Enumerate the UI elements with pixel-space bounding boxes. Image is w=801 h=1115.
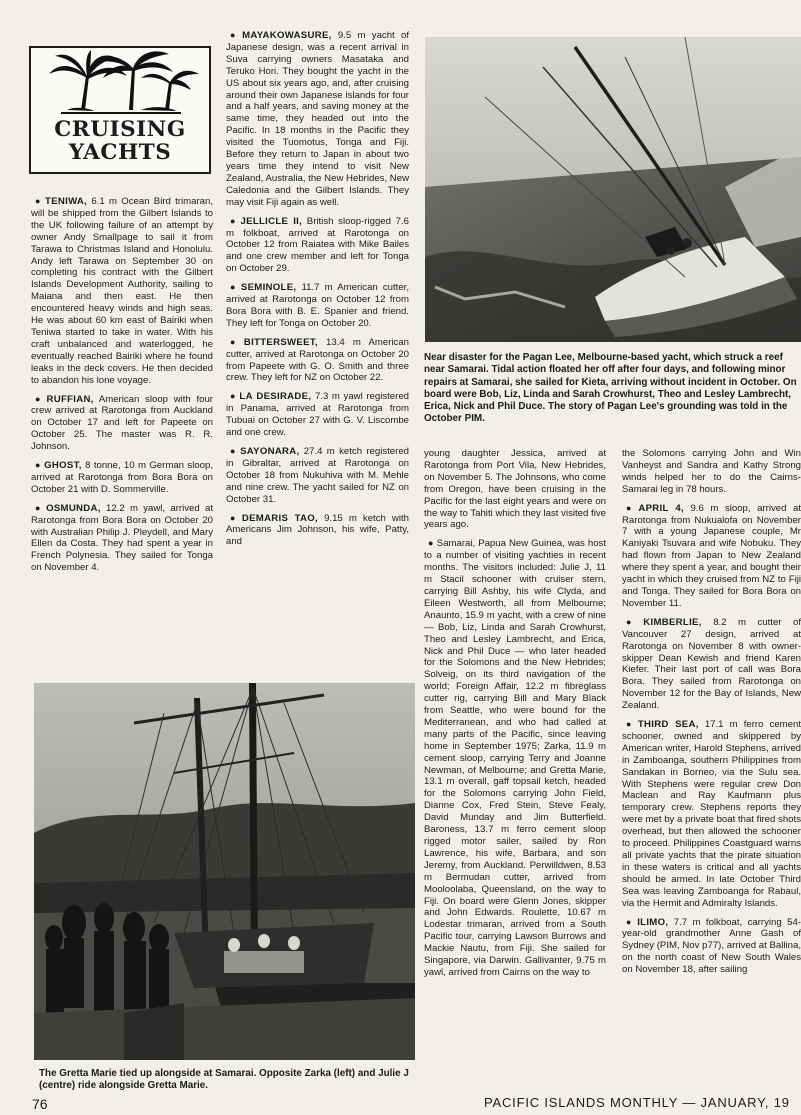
entry-sayonara: ● SAYONARA, 27.4 m ketch registered in Gibraltar, arrived at Rarotonga on October 18 from Nukuhiva with M. Mehle and nine crew. The yacht sailed for NZ on October 31. bbox=[226, 446, 410, 505]
entry-mayakowasure: ● MAYAKOWASURE, 9.5 m yacht of Japanese design, was a recent arrival in Suva carrying owners Masataka and Teruko Hori. They bought the yacht in the US about six years ago, and, after cruising around their own Japanese islands for four and a half years, and saving money at the same time, they headed out into the Pacific. In 18 months in the Pacific they visited the Tuomotus, Tonga and Fiji. Before they return to Japan in about two years time they intend to visit New Zealand, Australia, the New Hebrides, New Caledonia and the Gilbert Islands. They may visit Fiji again as well. bbox=[226, 30, 410, 208]
photo-pagan-lee bbox=[425, 37, 801, 342]
entry-la-desirade: ● LA DESIRADE, 7.3 m yawl registered in Panama, arrived at Rarotonga from Tubuai on October 27 with G. V. Liscombe and one crew. bbox=[226, 391, 409, 439]
entry-text: 9.6 m sloop, arrived at Rarotonga from Nukualofa on November 7 with a young Japanese couple, Mr Kaniyaki Tsuvara and wife Nobuku. They had flown from Japan to New Zealand where they spent a year, and bought their yacht in which they cruised from NZ to Fiji and Tonga. They sailed for Bora Bora on November 11. bbox=[622, 502, 801, 609]
entry-text: 8 tonne, 10 m German sloop, arrived at Rarotonga from Bora Bora on October 21 with D. Sommerville. bbox=[31, 460, 214, 495]
yacht-name: RUFFIAN, bbox=[46, 393, 94, 405]
page-footer bbox=[0, 1093, 801, 1115]
yacht-name: SAYONARA, bbox=[240, 446, 300, 457]
entry-bittersweet: ● BITTERSWEET, 13.4 m American cutter, arrived at Rarotonga on October 20 from Papeete with G. O. Smith and three crew. They left for NZ on October 22. bbox=[226, 336, 409, 384]
palm-trees-illustration bbox=[31, 48, 209, 118]
column-2 bbox=[226, 30, 409, 555]
entry-gallivanter-continued: the Solomons carrying John and Win Vanheyst and Sandra and Kathy Strong winds helped her to do the Cairns-Samarai leg in 78 hours. bbox=[622, 448, 801, 495]
entry-demaris-tao: ● DEMARIS TAO, 9.15 m ketch with Americans Jim Johnson, his wife, Patty, and bbox=[226, 512, 409, 548]
entry-third-sea: ● THIRD SEA, 17.1 m ferro cement schooner, owned and skippered by American writer, Harold Stephens, arrived in Zamboanga, southern Philippines from Sandakan in Borneo, via the Sulu sea. With Stephens were regular crew Don Maclean and Ray Kaufmann plus temporary crew. Stephens reports they were met by a private boat that fired shots overhead, but then allowed the schooner to proceed. Philippines Coastguard warns all private yachts that the pirate situation in these waters is critical and all yachts should be armed. In late October Third Sea was leaving Zamboanga for Rabaul, via the Hermit and Admiralty Islands. bbox=[622, 719, 801, 909]
caption-gretta-marie: The Gretta Marie tied up alongside at Samarai. Opposite Zarka (left) and Julie J (centre) ride alongside Gretta Marie. bbox=[39, 1068, 409, 1092]
entry-text: 27.4 m ketch registered in Gibraltar, arrived at Rarotonga on October 18 from Nukuhiva with M. Mehle and nine crew. The yacht sailed for NZ on October 31. bbox=[226, 446, 410, 505]
yacht-name: JELLICLE II, bbox=[240, 215, 303, 227]
entry-demaris-tao-continued: young daughter Jessica, arrived at Rarotonga from Port Vila, New Hebrides, on November 5. The Johnsons, who come from Oregon, have been cruising in the Pacific for the last eight years and were on the way to Tahiti which they last visited five years ago. bbox=[424, 448, 606, 531]
entry-text: 7.7 m folkboat, carrying 54-year-old grandmother Anne Gash of Sydney (PIM, Nov p77), arrived at Ballina, on the north coast of New South Wales on November 18, after sailing bbox=[622, 916, 801, 976]
page-number: 76 bbox=[32, 1096, 48, 1112]
entry-osmunda: ● OSMUNDA, 12.2 m yawl, arrived at Rarotonga from Bora Bora on October 20 with Australian Philip J. Pleydell, and Mary Ellen da Costa. They had spent a year in French Polynesia. They sailed for Tonga on November 4. bbox=[31, 502, 213, 574]
entry-text: 12.2 m yawl, arrived at Rarotonga from Bora Bora on October 20 with Australian Philip J. Pleydell, and Mary Ellen da Costa. They had spent a year in French Polynesia. They sailed for Tonga on November 4. bbox=[31, 502, 213, 574]
title-line-1: CRUISING bbox=[54, 117, 186, 142]
entry-text: 11.7 m American cutter, arrived at Rarotonga on October 12 from Bora Bora with B. E. Spanier and friend. They left for Tonga on October 20. bbox=[226, 282, 409, 329]
entry-text: Samarai, Papua New Guinea, was host to a number of visiting yachties in recent months. The visitors included: Julie J, 11 m Stacil schooner with cruiser stern, carrying Bill Ashby, his wife Clyda, and Eileen Westworth, all from Melbourne; Anaunto, 15.9 m yacht, with a crew of nine — Bob, Liz, Linda and Sarah Crowhurst, Theo and Lesley Lambrecht, and Erica, Nick and Phil Duce — who later headed for the Solomons and the New Hebrides; Solveig, on its third navigation of the world; Foreign Affair, 12.2 m fibreglass cutter rig, carrying Bill and Mary Black from Seattle, who were bound for the Mediterranean, and who had called at many parts of the Pacific, since leaving home in September 1975; Zarka, 11.9 m cement sloop, carrying Terry and Joanne Newman, of Melbourne; and Gretta Marie, 13.1 m overall, gaff topsail ketch, headed for the Solomons carrying John Field, Dianne Cox, Fred Stein, Steve Fealy, David Munday and Jim Butterfield. Baroness, 13.7 m ferro cement sloop rigged motor sailer, sailed by Ron Lawrence, his wife, Barbara, and son Jeremy, from Auckland. Perwilldwen, 8.53 m Bermudan cutter, arrived from Mooloolaba, Queensland, on the way to Fiji. On board were Glenn Jones, skipper and John Edwards. Roulette, 10.67 m Lodestar trimaran, arrived from a South Pacific tour, carrying Lawson Burrows and Mackie Nautu, from Fiji. She sailed for Singapore, via Darwin. Gallivanter, 9.75 m yawl, arrived from Cairns on the way to bbox=[424, 538, 607, 978]
entry-text: 6.1 m Ocean Bird trimaran, will be shipped from the Gilbert Islands to the UK following failure of an attempt by owner Andy Smallpage to sail it from Tarawa to Christmas Island and Honolulu. Andy left Tarawa on September 30 on completing his contract with the Gilbert Islands Development Authority, sailing to Maiana and then east. He then encountered heavy winds and high seas. He was about 60 km east of Bairiki when Teniwa started to take in water. With his craft unbalanced and waterlogged, he eventually reached Bairiki where he found leaks in the deck covers. He then decided to abandon his lone voyage. bbox=[31, 196, 213, 386]
yacht-name: SEMINOLE, bbox=[240, 282, 297, 294]
entry-seminole: ● SEMINOLE, 11.7 m American cutter, arrived at Rarotonga on October 12 from Bora Bora with B. E. Spanier and friend. They left for Tonga on October 20. bbox=[226, 282, 409, 329]
entry-april-4: ● APRIL 4, 9.6 m sloop, arrived at Rarotonga from Nukualofa on November 7 with a young Japanese couple, Mr Kaniyaki Tsuvara and wife Nobuku. They had flown from Japan to New Zealand where they spent a year, and bought their yacht in which they cruised from NZ to Fiji and Tonga. They sailed for Bora Bora on November 11. bbox=[622, 502, 801, 609]
column-1 bbox=[31, 196, 213, 581]
column-4 bbox=[622, 448, 801, 983]
yacht-name: BITTERSWEET, bbox=[243, 336, 318, 348]
yacht-name: APRIL 4, bbox=[638, 502, 684, 514]
entry-jellicle: ● JELLICLE II, British sloop-rigged 7.6 m folkboat, arrived at Rarotonga on October 12 from Raiatea with Mike Bailes and one crew member and left for Tonga on October 29. bbox=[226, 215, 409, 275]
entry-text: 7.3 m yawl registered in Panama, arrived at Rarotonga from Tubuai on October 27 with G. V. Liscombe and one crew. bbox=[226, 391, 409, 439]
entry-text: 9.5 m yacht of Japanese design, was a recent arrival in Suva carrying owners Masataka and Teruko Hori. They bought the yacht in the US about six years ago, and, after cruising around their own Japanese islands for four and a half years, and saving money at the same time, they headed out into the Pacific. In 18 months in the Pacific they visited the Tuomotus, Tonga and Fiji. Before they return to Japan in about two years time they intend to visit New Zealand, Australia, the New Hebrides, New Caledonia and the Gilbert Islands. They may visit Fiji again as well. bbox=[226, 30, 410, 208]
entry-text: 9.15 m ketch with Americans Jim Johnson, his wife, Patty, and bbox=[226, 512, 409, 548]
entry-text: British sloop-rigged 7.6 m folkboat, arrived at Rarotonga on October 12 from Raiatea with Mike Bailes and one crew member and left for Tonga on October 29. bbox=[226, 215, 409, 275]
yacht-name: OSMUNDA, bbox=[46, 502, 101, 514]
yacht-name: DEMARIS TAO, bbox=[241, 512, 318, 524]
cruising-yachts-logo bbox=[29, 46, 211, 174]
column-3 bbox=[424, 448, 606, 986]
entry-ilimo: ● ILIMO, 7.7 m folkboat, carrying 54-year-old grandmother Anne Gash of Sydney (PIM, Nov p77), arrived at Ballina, on the north coast of New South Wales on November 18, after sailing bbox=[622, 916, 801, 976]
yacht-name: GHOST, bbox=[44, 460, 82, 472]
publication-title: PACIFIC ISLANDS MONTHLY — JANUARY, 19 bbox=[484, 1095, 790, 1110]
entry-ruffian: ● RUFFIAN, American sloop with four crew arrived at Rarotonga from Auckland on October 17 and left for Papeete on October 25. The master was R. R. Johnson. bbox=[31, 393, 213, 453]
title-line-2: YACHTS bbox=[68, 140, 172, 165]
entry-text: 13.4 m American cutter, arrived at Rarotonga on October 20 from Papeete with G. O. Smith and three crew. They left for NZ on October 22. bbox=[226, 336, 409, 384]
section-title bbox=[31, 118, 209, 164]
caption-pagan-lee: Near disaster for the Pagan Lee, Melbourne-based yacht, which struck a reef near Samarai. Tidal action floated her off after four days, and following minor repairs at Samarai, she sailed for Kieta, arriving without incident in October. On board were Bob, Liz, Linda and Sarah Crowhurst, Theo and Lesley Lambrecht, Erica, Nick and Phil Duce. The story of Pagan Lee's grounding was told in the October PIM. bbox=[424, 352, 797, 425]
yacht-name: ILIMO, bbox=[637, 916, 669, 928]
yacht-name: LA DESIRADE, bbox=[239, 391, 312, 403]
entry-text: 17.1 m ferro cement schooner, owned and skippered by American writer, Harold Stephens, arrived in Zamboanga, southern Philippines from Sandakan in Borneo, via the Sulu sea. With Stephens were regular crew Don Maclean and Ray Kaufmann plus temporary crew. Stephens reports they were met by a private boat that fired shots overhead, but then allowed the schooner to proceed. Philippines Coastguard warns all private yachts that the pirate situation in these waters is critical and all yachts should be armed. In late October Third Sea was leaving Zamboanga for Rabaul, via the Hermit and Admiralty Islands. bbox=[622, 719, 801, 909]
yacht-name: TENIWA, bbox=[45, 196, 88, 207]
yacht-name: THIRD SEA, bbox=[637, 719, 699, 731]
entry-kimberlie: ● KIMBERLIE, 8.2 m cutter of Vancouver 27 design, arrived at Rarotonga on November 8 with owner-skipper Dean Kewish and friend Karen Kiefer. Their last port of call was Bora Bora. They sailed from Rarotonga on November 12 for the Bay of Islands, New Zealand. bbox=[622, 616, 801, 712]
gretta-marie-image bbox=[34, 683, 415, 1060]
entry-samarai: ● Samarai, Papua New Guinea, was host to a number of visiting yachties in recent months. The visitors included: Julie J, 11 m Stacil schooner with cruiser stern, carrying Bill Ashby, his wife Clyda, and Eileen Westworth, all from Melbourne; Anaunto, 15.9 m yacht, with a crew of nine — Bob, Liz, Linda and Sarah Crowhurst, Theo and Lesley Lambrecht, and Erica, Nick and Phil Duce — who later headed for the Solomons and the New Hebrides; Solveig, on its third navigation of the world; Foreign Affair, 12.2 m fibreglass cutter rig, carrying Bill and Mary Black from Seattle, who were bound for the Mediterranean, and who had called at many parts of the Pacific, since leaving home in September 1975; Zarka, 11.9 m cement sloop, carrying Terry and Joanne Newman, of Melbourne; and Gretta Marie, 13.1 m overall, gaff topsail ketch, headed for the Solomons carrying John Field, Dianne Cox, Fred Stein, Steve Fealy, David Munday and Jim Butterfield. Baroness, 13.7 m ferro cement sloop rigged motor sailer, sailed by Ron Lawrence, his wife, Barbara, and son Jeremy, from Auckland. Perwilldwen, 8.53 m Bermudan cutter, arrived from Mooloolaba, Queensland, on the way to Fiji. On board were Glenn Jones, skipper and John Edwards. Roulette, 10.67 m Lodestar trimaran, arrived from a South Pacific tour, carrying Lawson Burrows and Mackie Nautu, from Fiji. She sailed for Singapore, via Darwin. Gallivanter, 9.75 m yawl, arrived from Cairns on the way to bbox=[424, 538, 607, 978]
yacht-name: KIMBERLIE, bbox=[643, 616, 702, 628]
yacht-name: MAYAKOWASURE, bbox=[242, 30, 332, 41]
photo-gretta-marie bbox=[34, 683, 415, 1060]
pagan-lee-aground-image bbox=[425, 37, 801, 342]
entry-ghost: ● GHOST, 8 tonne, 10 m German sloop, arrived at Rarotonga from Bora Bora on October 21 with D. Sommerville. bbox=[31, 460, 214, 495]
entry-text: 8.2 m cutter of Vancouver 27 design, arrived at Rarotonga on November 8 with owner-skipper Dean Kewish and friend Karen Kiefer. Their last port of call was Bora Bora. They sailed from Rarotonga on November 12 for the Bay of Islands, New Zealand. bbox=[622, 616, 801, 712]
entry-teniwa: ● TENIWA, 6.1 m Ocean Bird trimaran, will be shipped from the Gilbert Islands to the UK following failure of an attempt by owner Andy Smallpage to sail it from Tarawa to Christmas Island and Honolulu. Andy left Tarawa on September 30 on completing his contract with the Gilbert Islands Development Authority, sailing to Maiana and then east. He then encountered heavy winds and high seas. He was about 60 km east of Bairiki when Teniwa started to take in water. With his craft unbalanced and waterlogged, he eventually reached Bairiki where he found leaks in the deck covers. He then decided to abandon his lone voyage. bbox=[31, 196, 213, 386]
entry-text: American sloop with four crew arrived at Rarotonga from Auckland on October 17 and left for Papeete on October 25. The master was R. R. Johnson. bbox=[31, 393, 213, 453]
